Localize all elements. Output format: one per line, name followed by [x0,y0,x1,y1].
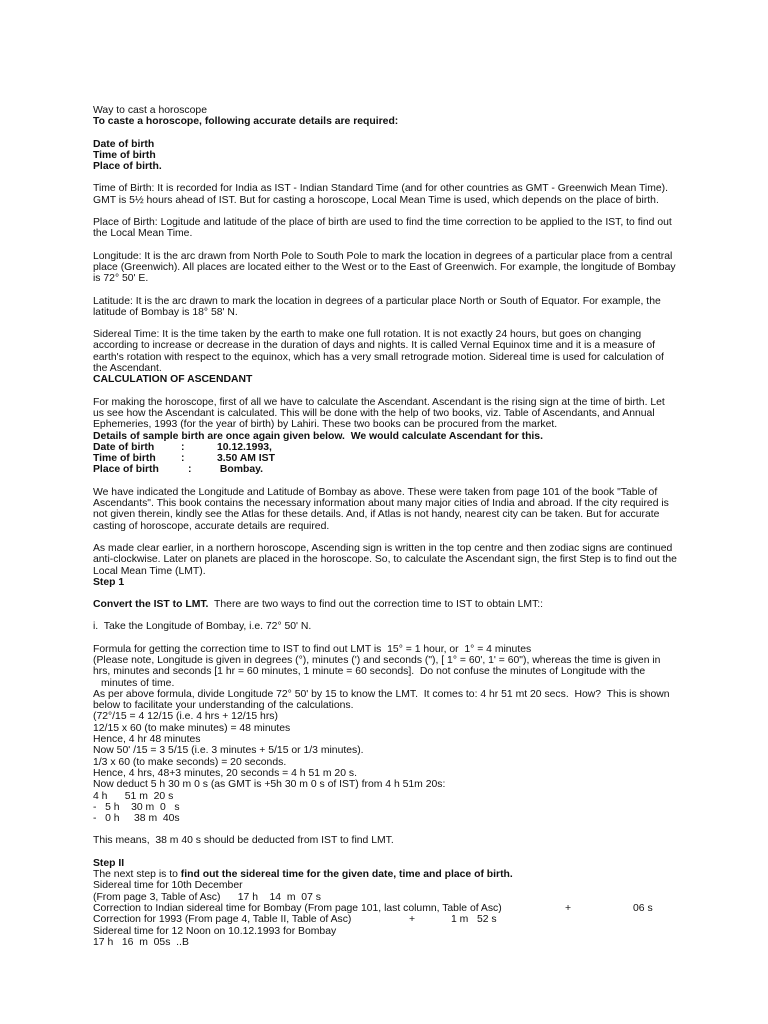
paragraph-line: As made clear earlier, in a northern horoscope, Ascending sign is written in the top centre and then zodiac signs are continued [93,542,673,554]
correction-text: Correction for 1993 (From page 4, Table II, Table of Asc) [93,914,352,926]
formula-line: minutes of time. [101,677,175,689]
sample-value: 3.50 AM IST [217,453,275,465]
formula-line: below to facilitate your understanding of the calculations. [93,700,354,712]
paragraph-line: anti-clockwise. Later on planets are placed in the horoscope. So, to calculate the Ascendant sign, the first Step is to find out the [93,554,677,566]
document-title: Way to cast a horoscope [93,105,207,116]
sample-label: Time of birth [93,453,156,465]
paragraph-line: Latitude: It is the arc drawn to mark the location in degrees of a particular place North or South of Equator. For example, the [93,295,661,307]
step-2-intro [93,869,673,880]
formula-line: Formula for getting the correction time to IST to find out LMT is 15° = 1 hour, or 1° = 4 minutes [93,643,532,655]
sample-sep: : [181,453,185,465]
paragraph-line: us see how the Ascendant is calculated. This will be done with the help of two books, viz. Table of Ascendants, and Annual [93,407,655,419]
formula-line: 12/15 x 60 (to make minutes) = 48 minutes [93,722,291,734]
step-1-heading: Step 1 [93,576,125,588]
noon-line: 17 h 16 m 05s ..B [93,936,189,948]
paragraph-line: latitude of Bombay is 18° 58' N. [93,306,238,318]
required-item: Place of birth. [93,161,162,173]
correction-value: 06 s [633,902,653,914]
step-2-intro-bold: find out the sidereal time for the given date, time and place of birth. [180,869,513,881]
correction-value: 1 m 52 s [451,914,497,926]
paragraph-line: earth's rotation with respect to the equinox, which has a very small retrograde motion. Sidereal time is used for calculation of [93,351,664,363]
paragraph-line: Local Mean Time (LMT). [93,565,206,577]
correction-row [93,903,673,914]
paragraph-line: the Ascendant. [93,363,162,375]
paragraph-line: We have indicated the Longitude and Latitude of Bombay as above. These were taken from page 101 of the book "Table of [93,486,658,498]
correction-sign: + [565,902,572,914]
formula-line: Now deduct 5 h 30 m 0 s (as GMT is +5h 30 m 0 s of IST) from 4 h 51m 20s: [93,779,446,791]
paragraph-line: Time of Birth: It is recorded for India as IST - Indian Standard Time (and for other countries as GMT - Greenwich Mean Time). [93,183,668,195]
correction-sign: + [409,914,416,926]
convert-heading: Convert the IST to LMT. [93,599,209,611]
convert-line [93,599,673,610]
sample-row [93,464,673,475]
formula-line: (Please note, Longitude is given in degrees (°), minutes (') and seconds ("), [ 1° = 60', 1' = 60"), whereas the time is given in [93,654,661,666]
paragraph-line: Sidereal Time: It is the time taken by the earth to make one full rotation. It is not exactly 24 hours, but goes on changing [93,329,642,341]
deduct-line: This means, 38 m 40 s should be deducted from IST to find LMT. [93,835,394,847]
sample-heading: Details of sample birth are once again given below. We would calculate Ascendant for this. [93,430,543,442]
noon-line: Sidereal time for 12 Noon on 10.12.1993 for Bombay [93,925,337,937]
step-2-line: Sidereal time for 10th December [93,880,243,892]
paragraph-line: For making the horoscope, first of all we have to calculate the Ascendant. Ascendant is the rising sign at the time of birth. Let [93,396,665,408]
formula-line: Hence, 4 hrs, 48+3 minutes, 20 seconds = 4 h 51 m 20 s. [93,767,357,779]
formula-line: (72°/15 = 4 12/15 (i.e. 4 hrs + 12/15 hrs) [93,711,278,723]
formula-line: As per above formula, divide Longitude 72° 50' by 15 to know the LMT. It comes to: 4 hr 51 mt 20 secs. How? This is shown [93,688,670,700]
take-longitude-line: i. Take the Longitude of Bombay, i.e. 72° 50' N. [93,621,312,633]
step-2-heading: Step II [93,857,125,869]
step-2-intro-text: The next step is to [93,869,181,881]
formula-line: hrs, minutes and seconds [1 hr = 60 minutes, 1 minute = 60 seconds]. Do not confuse the minutes of Longitude with the [93,666,646,678]
convert-text: There are two ways to find out the correction time to IST to obtain LMT:: [208,599,544,611]
required-item: Date of birth [93,138,155,150]
paragraph-line: the Local Mean Time. [93,228,193,240]
section-heading-calculation: CALCULATION OF ASCENDANT [93,374,253,386]
formula-line: Now 50' /15 = 3 5/15 (i.e. 3 minutes + 5/15 or 1/3 minutes). [93,745,364,757]
intro-heading: To caste a horoscope, following accurate details are required: [93,116,399,128]
correction-text: Correction to Indian sidereal time for Bombay (From page 101, last column, Table of Asc) [93,902,502,914]
formula-line: Hence, 4 hr 48 minutes [93,734,201,746]
required-item: Time of birth [93,149,156,161]
paragraph-line: place (Greenwich). All places are located either to the West or to the East of Greenwich. For example, the longitude of Bombay [93,261,676,273]
paragraph-line: Ephemeries, 1993 (for the year of birth) by Lahiri. These two books can be procured from the market. [93,419,558,431]
formula-line: 4 h 51 m 20 s [93,790,174,802]
paragraph-line: Longitude: It is the arc drawn from North Pole to South Pole to mark the location in degrees of a particular place from a central [93,250,673,262]
sample-row [93,453,673,464]
paragraph-line: GMT is 5½ hours ahead of IST. But for casting a horoscope, Local Mean Time is used, which depends on the place of birth. [93,194,659,206]
paragraph-line: Ascendants". This book contains the necessary information about many major cities of India and abroad. If the city required is [93,498,669,510]
paragraph-line: casting of horoscope, accurate details are required. [93,520,330,532]
paragraph-line: not given therein, kindly see the Atlas for these details. And, if Atlas is not handy, nearest city can be taken. But for accurate [93,509,660,521]
sample-label: Place of birth [93,464,159,476]
sample-sep: : [181,441,185,453]
formula-line: 1/3 x 60 (to make seconds) = 20 seconds. [93,756,287,768]
paragraph-line: according to increase or decrease in the duration of days and nights. It is called Vernal Equinox time and it is a measure of [93,340,655,352]
correction-row [93,914,673,925]
paragraph-line: is 72° 50' E. [93,273,149,285]
paragraph-line: Place of Birth: Logitude and latitude of the place of birth are used to find the time correction to be applied to the IST, to find out [93,217,672,229]
sample-sep: : [188,464,192,476]
sample-value: Bombay. [217,464,263,476]
sample-label: Date of birth [93,441,155,453]
formula-line: - 5 h 30 m 0 s [93,801,180,813]
document-body [93,105,677,948]
sample-row [93,442,673,453]
formula-line: - 0 h 38 m 40s [93,813,180,825]
sample-value: 10.12.1993, [217,441,272,453]
step-2-line: (From page 3, Table of Asc) 17 h 14 m 07 s [93,891,321,903]
